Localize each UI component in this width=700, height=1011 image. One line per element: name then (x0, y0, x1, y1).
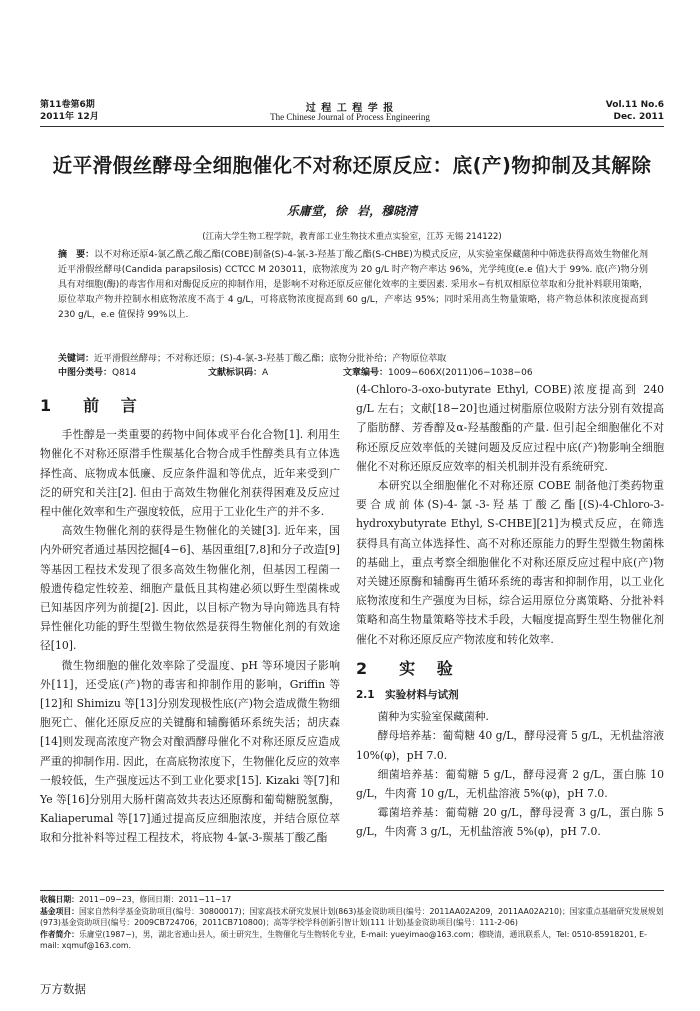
abstract-text: 以不对称还原4-氯乙酰乙酸乙酯(COBE)制备(S)-4-氯-3-羟基丁酸乙酯(S-CHBE)为模式反应，从实验室保藏菌种中筛选获得高效生物催化剂近平滑假丝酵母(Candida parapsilosis) CCTCC M 203011，底物浓度为 20 g/L 时产物产率达 96%，光学纯度(e.e 值)大于 99%. 底(产)物分别具有对细胞(酶)的毒害作用和对酶促反应的抑制作用，是影响不对称还原反应催化效率的主要因素. 采用水−有机双相原位萃取和分批补料联用策略，原位萃取产物并控制水相底物浓度不高于 4 g/L，可将底物浓度提高到 60 g/L，产率达 95%；同时采用高生物量策略，将产物总体积浓度提高到 230 g/L，e.e 值保持 99%以上. (58, 250, 648, 320)
footnote (40, 894, 664, 952)
right-paragraph: 本研究以全细胞催化不对称还原 COBE 制备他汀类药物重要合成前体(S)-4-氯-3-羟基丁酸乙酯[(S)-4-Chloro-3-hydroxybutyrate Ethyl, S-CHBE][21]为模式反应，在筛选获得具有高立体选择性、高不对称还原能力的野生型微生物菌株的基础上，重点考察全细胞催化不对称还原反应过程中底(产)物对关键还原酶和辅酶再生循环系统的毒害和抑制作用，以工业化底物浓度和生产强度为目标，综合运用原位分离策略、分批补料策略和高生物量策略等技术手段，大幅度提高野生型生物催化剂催化不对称还原反应产物浓度和转化效率. (356, 479, 664, 646)
author-bio: 乐庸堂(1987−)，男，湖北省通山县人，硕士研究生，生物催化与生物转化专业，E-mail: yueyimao@163.com；穆晓清，通讯联系人，Tel: 0510-85918201, E-mail: xqmuf@163.com. (40, 929, 647, 950)
left-paragraph: 高效生物催化剂的获得是生物催化的关键[3]. 近年来，国内外研究者通过基因挖掘[4−6]、基因重组[7,8]和分子改造[9]等基因工程技术发现了很多高效生物催化剂，但基因工程菌一般遗传稳定性较差、细胞产量低且其构建必须以野生型菌株或已知基因序列为前提[2]. 因此，以目标产物为导向筛选具有特异性催化功能的野生型微生物依然是获得生物催化剂的有效途径[10]. (40, 524, 340, 653)
left-paragraph: 微生物细胞的催化效率除了受温度、pH 等环境因子影响外[11]，还受底(产)物的毒害和抑制作用的影响，Griffin 等[12]和 Shimizu 等[13]分别发现极性底(产)物会造成微生物细胞死亡、催化还原反应的关键酶和辅酶循环系统失活；胡庆森[14]则发现高浓度产物会对酿酒酵母催化不对称还原反应造成严重的抑制作用. 因此，在高底物浓度下，生物催化反应的效率一般较低，生产强度远达不到工业化要求[15]. Kizaki 等[7]和 Ye 等[16]分别用大肠杆菌高效共表达还原酶和葡萄糖脱氢酶，Kaliaperumal 等[17]通过提高反应细胞浓度，并结合原位萃取和分批补料等过程工程技术，将底物 4-氯-3-羰基丁酸乙酯 (40, 658, 340, 845)
footnote-rule (40, 890, 664, 891)
left-column (40, 388, 340, 848)
experiment-heading: 2 实 验 (356, 658, 461, 678)
header-volume-en: Vol.11 No.6 (605, 100, 664, 110)
paper-title: 近平滑假丝酵母全细胞催化不对称还原反应：底(产)物抑制及其解除 (52, 154, 652, 177)
journal-title-en: The Chinese Journal of Process Engineering (270, 112, 430, 122)
fund-label: 基金项目： (40, 906, 79, 916)
left-paragraph: 手性醇是一类重要的药物中间体或平台化合物[1]. 利用生物催化不对称还原潜手性羰基化合物合成手性醇类具有立体选择性高、底物成本低廉、反应条件温和等优点，近年来受到广泛的研究和关注[2]. 但由于高效生物催化剂获得困难及反应过程中催化效率和生产强度较低，应用于工业化生产的并不多. (40, 428, 340, 519)
right-paragraph: (4-Chloro-3-oxo-butyrate Ethyl, COBE)浓度提高到 240 g/L 左右；文献[18−20]也通过树脂原位吸附方法分别有效提高了脂肪酵、芳香醇及α-羟基酸酯的产量. 但引起全细胞催化不对称还原反应效率低的关键问题及反应过程中底(产)物影响全细胞催化不对称还原反应效率的相关机制并没有系统研究. (356, 383, 664, 473)
received-label: 收稿日期： (40, 895, 79, 904)
materials-item: 霉菌培养基：葡萄糖 20 g/L，酵母浸膏 3 g/L，蛋白胨 5 g/L，牛肉膏 3 g/L，无机盐溶液 5%(φ)，pH 7.0. (356, 806, 664, 839)
keywords-label: 关键词： (58, 354, 95, 364)
header-rule (40, 126, 664, 127)
keywords-text: 近平滑假丝酵母；不对称还原；(S)-4-氯-3-羟基丁酸乙酯；底物分批补给；产物原位萃取 (94, 354, 447, 364)
watermark-text: 万方数据 (40, 982, 86, 996)
right-column (356, 380, 664, 842)
fund-line (40, 906, 664, 929)
header-volume-cn: 第11卷第6期 (40, 100, 95, 110)
clc-label: 中图分类号： (58, 368, 113, 378)
abstract (58, 248, 648, 323)
fund-text: 国家自然科学基金资助项目(编号：30800017)；国家高技术研究发展计划(863)基金资助项目(编号：2011AA02A209，2011AA02A210)；国家重点基础研究发展规划(973)基金资助项目(编号：2009CB724706，2011CB710800)；高等学校学科创新引智计划(111 计划)基金资助项目(编号：111-2-06) (40, 906, 664, 927)
materials-heading: 2.1 实验材料与试剂 (356, 689, 459, 702)
article-number: 1009−606X(2011)06−1038−06 (388, 368, 533, 378)
header-date-cn: 2011年 12月 (40, 112, 99, 122)
doc-label: 文献标识码： (208, 368, 263, 378)
abstract-label: 摘 要： (58, 250, 95, 260)
classification-line (58, 367, 648, 380)
clc-code: Q814 (112, 368, 137, 378)
author-label: 作者简介： (40, 929, 79, 939)
materials-item: 酵母培养基：葡萄糖 40 g/L，酵母浸膏 5 g/L，无机盐溶液 10%(φ)，pH 7.0. (356, 729, 664, 762)
article-label: 文章编号： (343, 368, 389, 378)
received-line (40, 894, 664, 906)
received-dates: 2011−09−23，修回日期：2011−11−17 (78, 895, 232, 904)
journal-title-cn: 过 程 工 程 学 报 (305, 103, 395, 114)
author-line (40, 929, 664, 952)
affiliation: (江南大学生物工程学院，教育部工业生物技术重点实验室，江苏 无锡 214122) (202, 232, 502, 242)
materials-item: 细菌培养基：葡萄糖 5 g/L，酵母浸膏 2 g/L，蛋白胨 10 g/L，牛肉膏 10 g/L，无机盐溶液 5%(φ)，pH 7.0. (356, 767, 664, 801)
intro-heading: 1 前 言 (40, 396, 145, 415)
doc-code: A (262, 368, 269, 378)
keywords (58, 353, 648, 366)
header-date-en: Dec. 2011 (613, 112, 664, 122)
materials-item: 菌种为实验室保藏菌种. (377, 710, 489, 724)
authors: 乐庸堂，徐 岩，穆晓清 (286, 204, 418, 218)
